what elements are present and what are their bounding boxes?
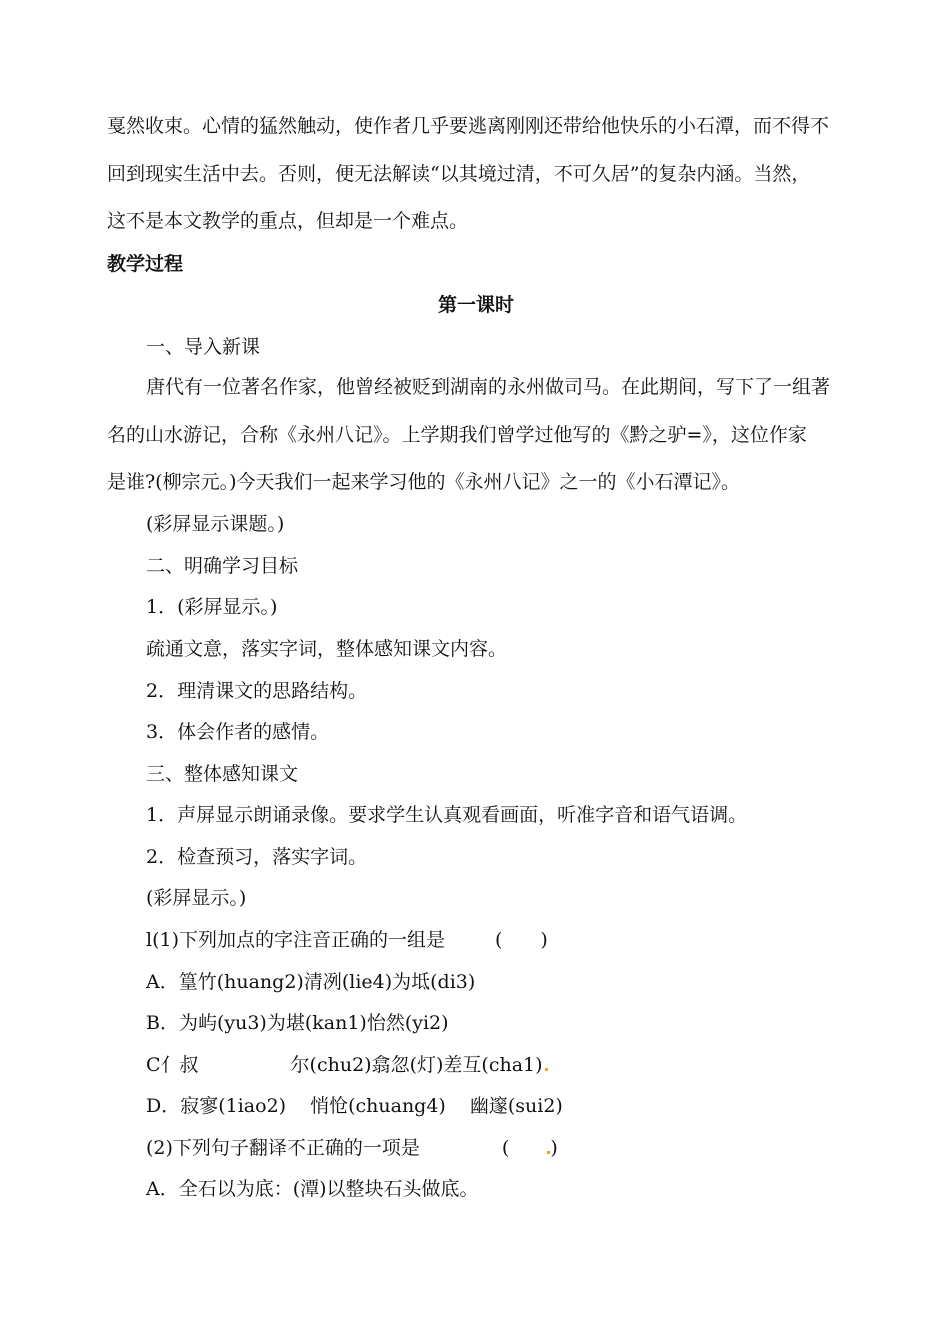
- section2-item-1-text: 疏通文意，落实字词，整体感知课文内容。: [146, 638, 508, 660]
- section3-item-2: 2．检查预习，落实字词。: [146, 846, 368, 868]
- question-1-stem: l(1)下列加点的字注音正确的一组是: [146, 929, 445, 951]
- intro-line-1: 戛然收束。心情的猛然触动，使作者几乎要逃离刚刚还带给他快乐的小石潭，而不得不: [107, 115, 830, 137]
- question-2-option-a: A．全石以为底：(潭)以整块石头做底。: [146, 1178, 479, 1200]
- section1-title: 一、导入新课: [146, 336, 261, 358]
- section2-item-1: 1．(彩屏显示。): [146, 596, 278, 618]
- section3-title: 三、整体感知课文: [146, 763, 299, 785]
- question-1-option-a: A．篁竹(huang2)清冽(lie4)为坻(di3): [146, 971, 476, 993]
- intro-line-2: 回到现实生活中去。否则，便无法解读“以其境过清，不可久居”的复杂内涵。当然，: [107, 163, 811, 185]
- section1-paragraph-line-2: 名的山水游记，合称《永州八记》。上学期我们曾学过他写的《黔之驴=》，这位作家: [107, 424, 807, 446]
- emphasis-dot: [545, 1068, 548, 1071]
- section1-paragraph-line-3: 是谁?(柳宗元。)今天我们一起来学习他的《永州八记》之一的《小石潭记》。: [107, 471, 741, 493]
- intro-line-3: 这不是本文教学的重点，但却是一个难点。: [107, 210, 469, 232]
- section-heading: 教学过程: [107, 253, 184, 275]
- option-c-text: 尔(chu2)翕忽(灯)差互(cha1): [290, 1054, 543, 1076]
- question-1-answer-bracket: ( ): [495, 929, 548, 951]
- section1-note: (彩屏显示课题。): [146, 513, 285, 535]
- question-1-option-c: [146, 1051, 548, 1079]
- section2-item-3: 3．体会作者的感情。: [146, 721, 330, 743]
- option-d-part-3: 幽邃(sui2): [469, 1095, 563, 1117]
- option-c-prefix: C亻叔: [146, 1054, 199, 1076]
- option-d-part-2: 悄怆(chuang4): [310, 1095, 446, 1117]
- section3-item-1: 1．声屏显示朗诵录像。要求学生认真观看画面，听准字音和语气语调。: [146, 804, 748, 826]
- lesson-title: 第一课时: [438, 294, 515, 316]
- option-d-part-1: D．寂寥(1iao2): [146, 1095, 287, 1117]
- question-2-bracket-open: (: [501, 1137, 510, 1159]
- question-1: [146, 926, 548, 954]
- question-2: [146, 1134, 558, 1162]
- question-1-option-d: [146, 1092, 563, 1120]
- section1-paragraph-line-1: 唐代有一位著名作家，他曾经被贬到湖南的永州做司马。在此期间，写下了一组著: [146, 376, 831, 398]
- question-1-option-b: B．为屿(yu3)为堪(kan1)怡然(yi2): [146, 1012, 449, 1034]
- section2-item-2: 2．理清课文的思路结构。: [146, 680, 368, 702]
- section3-note: (彩屏显示。): [146, 887, 247, 909]
- question-2-bracket-close: ): [550, 1137, 558, 1159]
- question-2-stem: (2)下列句子翻译不正确的一项是: [146, 1137, 420, 1159]
- section2-title: 二、明确学习目标: [146, 555, 299, 577]
